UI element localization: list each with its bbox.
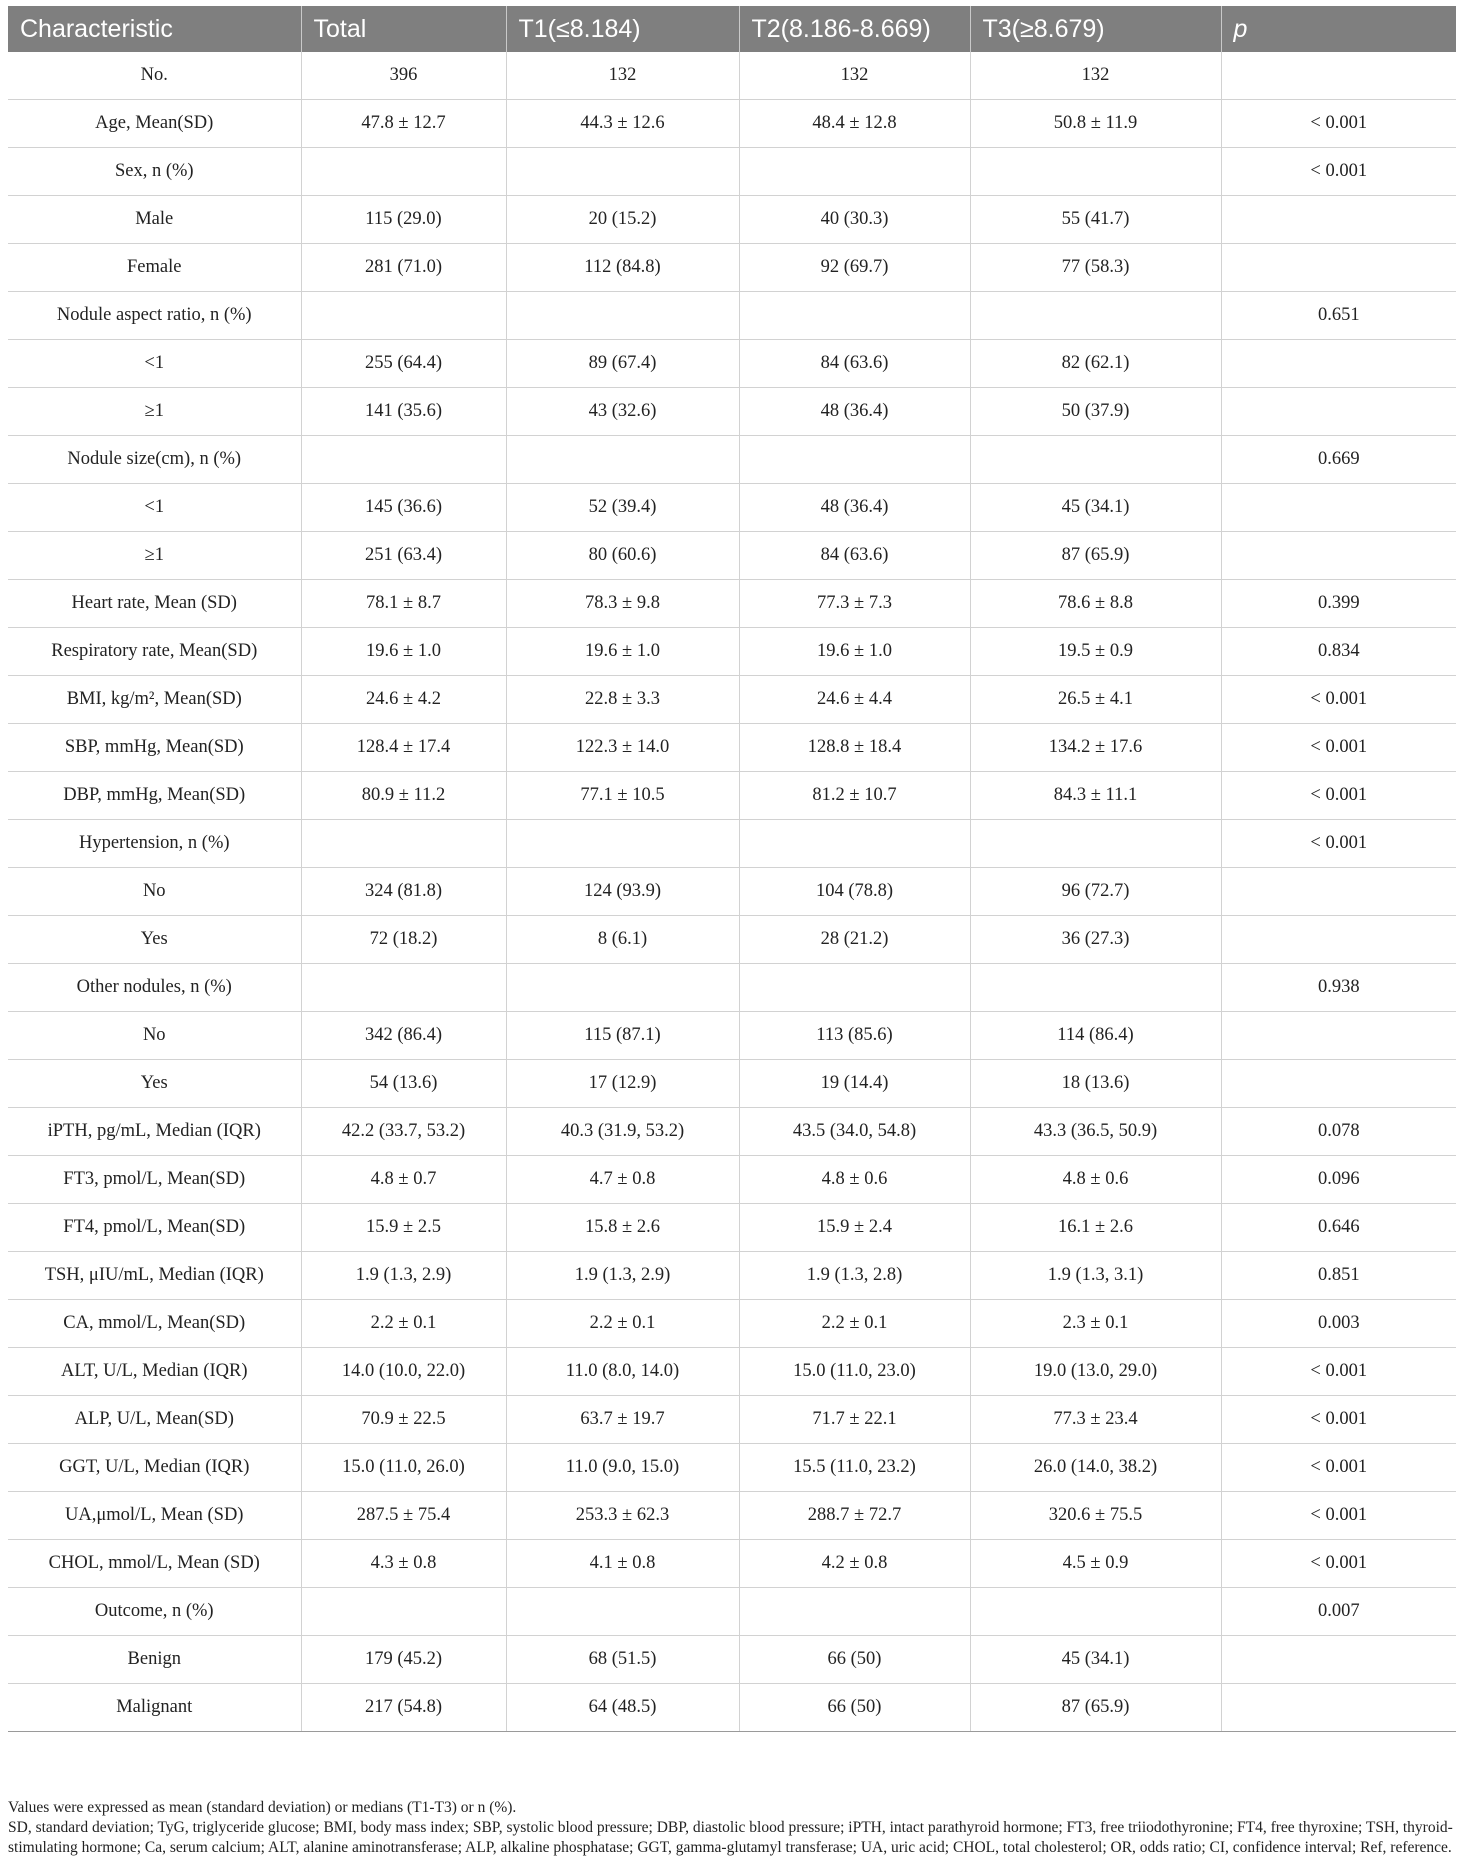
row-label: ≥1 <box>8 388 301 436</box>
table-cell: 19.6 ± 1.0 <box>506 628 739 676</box>
table-cell: 11.0 (8.0, 14.0) <box>506 1348 739 1396</box>
table-cell <box>506 436 739 484</box>
table-cell: 4.5 ± 0.9 <box>970 1540 1221 1588</box>
table-cell: 0.669 <box>1221 436 1456 484</box>
table-cell: 19.6 ± 1.0 <box>301 628 506 676</box>
table-cell: 42.2 (33.7, 53.2) <box>301 1108 506 1156</box>
table-row <box>8 580 1456 628</box>
table-cell: 43.3 (36.5, 50.9) <box>970 1108 1221 1156</box>
table-row <box>8 676 1456 724</box>
table-cell: 84 (63.6) <box>739 532 970 580</box>
table-cell: 22.8 ± 3.3 <box>506 676 739 724</box>
table-cell: < 0.001 <box>1221 820 1456 868</box>
table-row <box>8 820 1456 868</box>
table-row <box>8 724 1456 772</box>
table-cell: 66 (50) <box>739 1684 970 1732</box>
table-cell: 52 (39.4) <box>506 484 739 532</box>
table-row <box>8 1348 1456 1396</box>
table-cell: 77.3 ± 23.4 <box>970 1396 1221 1444</box>
row-label: FT3, pmol/L, Mean(SD) <box>8 1156 301 1204</box>
table-cell: 36 (27.3) <box>970 916 1221 964</box>
table-cell: 288.7 ± 72.7 <box>739 1492 970 1540</box>
table-row <box>8 340 1456 388</box>
table-cell: 19.6 ± 1.0 <box>739 628 970 676</box>
table-cell: 128.8 ± 18.4 <box>739 724 970 772</box>
table-cell: 141 (35.6) <box>301 388 506 436</box>
table-row <box>8 1012 1456 1060</box>
table-cell <box>970 964 1221 1012</box>
table-row <box>8 532 1456 580</box>
table-cell: 78.3 ± 9.8 <box>506 580 739 628</box>
table-cell <box>1221 244 1456 292</box>
table-cell <box>970 436 1221 484</box>
table-cell: 2.3 ± 0.1 <box>970 1300 1221 1348</box>
table-cell: 0.003 <box>1221 1300 1456 1348</box>
header-p: p <box>1221 6 1456 52</box>
table-cell: 115 (29.0) <box>301 196 506 244</box>
table-cell: 0.399 <box>1221 580 1456 628</box>
table-cell: 0.651 <box>1221 292 1456 340</box>
table-cell: 77 (58.3) <box>970 244 1221 292</box>
table-cell: 4.2 ± 0.8 <box>739 1540 970 1588</box>
table-cell: 342 (86.4) <box>301 1012 506 1060</box>
table-row <box>8 1444 1456 1492</box>
table-cell: 11.0 (9.0, 15.0) <box>506 1444 739 1492</box>
row-label: No <box>8 1012 301 1060</box>
table-cell: 15.0 (11.0, 26.0) <box>301 1444 506 1492</box>
row-label: iPTH, pg/mL, Median (IQR) <box>8 1108 301 1156</box>
table-cell <box>970 148 1221 196</box>
table-cell: 77.1 ± 10.5 <box>506 772 739 820</box>
table-cell: 92 (69.7) <box>739 244 970 292</box>
table-cell <box>1221 1060 1456 1108</box>
row-label: BMI, kg/m², Mean(SD) <box>8 676 301 724</box>
table-cell <box>1221 196 1456 244</box>
table-cell: 40 (30.3) <box>739 196 970 244</box>
row-label: No. <box>8 52 301 100</box>
table-cell: 43.5 (34.0, 54.8) <box>739 1108 970 1156</box>
table-cell <box>1221 532 1456 580</box>
table-cell: 2.2 ± 0.1 <box>506 1300 739 1348</box>
table-row <box>8 772 1456 820</box>
table-cell: 50.8 ± 11.9 <box>970 100 1221 148</box>
table-cell: 320.6 ± 75.5 <box>970 1492 1221 1540</box>
characteristics-table <box>8 6 1456 1732</box>
table-cell: 72 (18.2) <box>301 916 506 964</box>
row-label: Male <box>8 196 301 244</box>
table-cell: 84 (63.6) <box>739 340 970 388</box>
table-cell: < 0.001 <box>1221 1444 1456 1492</box>
table-cell: 122.3 ± 14.0 <box>506 724 739 772</box>
table-row <box>8 1156 1456 1204</box>
table-cell: 19.0 (13.0, 29.0) <box>970 1348 1221 1396</box>
table-cell: 0.007 <box>1221 1588 1456 1636</box>
table-cell <box>301 148 506 196</box>
table-cell: 81.2 ± 10.7 <box>739 772 970 820</box>
table-cell: 19.5 ± 0.9 <box>970 628 1221 676</box>
table-cell: 28 (21.2) <box>739 916 970 964</box>
table-footnotes <box>8 1798 1456 1858</box>
table-cell: 80.9 ± 11.2 <box>301 772 506 820</box>
table-cell: 145 (36.6) <box>301 484 506 532</box>
table-row <box>8 1060 1456 1108</box>
table-cell: 396 <box>301 52 506 100</box>
header-characteristic: Characteristic <box>8 6 301 52</box>
table-row <box>8 148 1456 196</box>
row-label: <1 <box>8 484 301 532</box>
table-header-row <box>8 6 1456 52</box>
table-cell: < 0.001 <box>1221 724 1456 772</box>
table-cell: < 0.001 <box>1221 1492 1456 1540</box>
table-cell: 24.6 ± 4.2 <box>301 676 506 724</box>
table-cell: 15.5 (11.0, 23.2) <box>739 1444 970 1492</box>
row-label: Benign <box>8 1636 301 1684</box>
table-cell <box>506 964 739 1012</box>
table-cell: 70.9 ± 22.5 <box>301 1396 506 1444</box>
row-label: Heart rate, Mean (SD) <box>8 580 301 628</box>
table-cell <box>301 1588 506 1636</box>
row-label: Nodule aspect ratio, n (%) <box>8 292 301 340</box>
table-row <box>8 52 1456 100</box>
table-cell: 48 (36.4) <box>739 388 970 436</box>
table-cell <box>1221 1684 1456 1732</box>
row-label: Malignant <box>8 1684 301 1732</box>
table-cell: 18 (13.6) <box>970 1060 1221 1108</box>
table-cell <box>970 292 1221 340</box>
table-cell: 4.8 ± 0.7 <box>301 1156 506 1204</box>
table-cell <box>739 436 970 484</box>
row-label: Yes <box>8 916 301 964</box>
table-cell: 17 (12.9) <box>506 1060 739 1108</box>
table-cell: 44.3 ± 12.6 <box>506 100 739 148</box>
table-row <box>8 1252 1456 1300</box>
table-cell: 4.3 ± 0.8 <box>301 1540 506 1588</box>
table-row <box>8 436 1456 484</box>
table-cell: 0.938 <box>1221 964 1456 1012</box>
table-cell: 287.5 ± 75.4 <box>301 1492 506 1540</box>
table-cell: 19 (14.4) <box>739 1060 970 1108</box>
table-cell: 132 <box>506 52 739 100</box>
table-cell: 4.1 ± 0.8 <box>506 1540 739 1588</box>
table-cell: 113 (85.6) <box>739 1012 970 1060</box>
row-label: UA,μmol/L, Mean (SD) <box>8 1492 301 1540</box>
table-cell <box>301 964 506 1012</box>
table-cell: 15.9 ± 2.5 <box>301 1204 506 1252</box>
table-row <box>8 628 1456 676</box>
table-row <box>8 1204 1456 1252</box>
table-cell: 1.9 (1.3, 3.1) <box>970 1252 1221 1300</box>
table-cell <box>739 964 970 1012</box>
table-cell <box>506 1588 739 1636</box>
table-row <box>8 388 1456 436</box>
table-cell: 124 (93.9) <box>506 868 739 916</box>
table-cell: 64 (48.5) <box>506 1684 739 1732</box>
row-label: TSH, μIU/mL, Median (IQR) <box>8 1252 301 1300</box>
table-cell: 63.7 ± 19.7 <box>506 1396 739 1444</box>
table-cell <box>1221 1012 1456 1060</box>
table-cell: 87 (65.9) <box>970 532 1221 580</box>
row-label: CA, mmol/L, Mean(SD) <box>8 1300 301 1348</box>
row-label: ALP, U/L, Mean(SD) <box>8 1396 301 1444</box>
table-cell <box>739 292 970 340</box>
table-cell: 132 <box>739 52 970 100</box>
table-cell: 50 (37.9) <box>970 388 1221 436</box>
row-label: Hypertension, n (%) <box>8 820 301 868</box>
table-cell: 82 (62.1) <box>970 340 1221 388</box>
table-cell <box>1221 868 1456 916</box>
table-cell: 77.3 ± 7.3 <box>739 580 970 628</box>
table-cell: 87 (65.9) <box>970 1684 1221 1732</box>
table-row <box>8 1396 1456 1444</box>
table-cell: 4.8 ± 0.6 <box>970 1156 1221 1204</box>
table-cell: 16.1 ± 2.6 <box>970 1204 1221 1252</box>
table-cell: 55 (41.7) <box>970 196 1221 244</box>
table-cell: 26.0 (14.0, 38.2) <box>970 1444 1221 1492</box>
table-row <box>8 1540 1456 1588</box>
table-cell: 1.9 (1.3, 2.9) <box>301 1252 506 1300</box>
table-cell: 251 (63.4) <box>301 532 506 580</box>
table-cell: 43 (32.6) <box>506 388 739 436</box>
table-row <box>8 1108 1456 1156</box>
table-cell <box>739 148 970 196</box>
table-cell: 78.6 ± 8.8 <box>970 580 1221 628</box>
table-cell <box>1221 1636 1456 1684</box>
table-cell: 179 (45.2) <box>301 1636 506 1684</box>
table-cell <box>301 292 506 340</box>
table-cell: < 0.001 <box>1221 100 1456 148</box>
table-cell: 26.5 ± 4.1 <box>970 676 1221 724</box>
header-t1: T1(≤8.184) <box>506 6 739 52</box>
table-cell: 15.9 ± 2.4 <box>739 1204 970 1252</box>
table-row <box>8 1300 1456 1348</box>
table-cell: 68 (51.5) <box>506 1636 739 1684</box>
table-cell <box>970 820 1221 868</box>
table-row <box>8 964 1456 1012</box>
table-cell: 14.0 (10.0, 22.0) <box>301 1348 506 1396</box>
table-cell <box>970 1588 1221 1636</box>
table-cell: 8 (6.1) <box>506 916 739 964</box>
table-cell: 0.851 <box>1221 1252 1456 1300</box>
table-cell <box>301 436 506 484</box>
row-label: GGT, U/L, Median (IQR) <box>8 1444 301 1492</box>
row-label: <1 <box>8 340 301 388</box>
table-cell: 89 (67.4) <box>506 340 739 388</box>
table-cell <box>506 292 739 340</box>
table-cell: 253.3 ± 62.3 <box>506 1492 739 1540</box>
table-cell <box>301 820 506 868</box>
table-row <box>8 244 1456 292</box>
row-label: Other nodules, n (%) <box>8 964 301 1012</box>
row-label: Nodule size(cm), n (%) <box>8 436 301 484</box>
table-cell <box>506 820 739 868</box>
table-cell: 1.9 (1.3, 2.8) <box>739 1252 970 1300</box>
row-label: FT4, pmol/L, Mean(SD) <box>8 1204 301 1252</box>
table-cell <box>1221 916 1456 964</box>
table-row <box>8 100 1456 148</box>
table-row <box>8 292 1456 340</box>
table-cell: 45 (34.1) <box>970 484 1221 532</box>
table-body <box>8 52 1456 1732</box>
table-cell: 132 <box>970 52 1221 100</box>
table-cell <box>1221 484 1456 532</box>
table-cell: 71.7 ± 22.1 <box>739 1396 970 1444</box>
table-row <box>8 1684 1456 1732</box>
table-cell: 24.6 ± 4.4 <box>739 676 970 724</box>
row-label: CHOL, mmol/L, Mean (SD) <box>8 1540 301 1588</box>
table-cell: 0.096 <box>1221 1156 1456 1204</box>
header-t3: T3(≥8.679) <box>970 6 1221 52</box>
table-cell: 2.2 ± 0.1 <box>739 1300 970 1348</box>
table-cell: 281 (71.0) <box>301 244 506 292</box>
table-cell: 112 (84.8) <box>506 244 739 292</box>
row-label: Outcome, n (%) <box>8 1588 301 1636</box>
table-row <box>8 1492 1456 1540</box>
table-cell: 96 (72.7) <box>970 868 1221 916</box>
table-cell: 255 (64.4) <box>301 340 506 388</box>
header-total: Total <box>301 6 506 52</box>
row-label: No <box>8 868 301 916</box>
table-cell: < 0.001 <box>1221 148 1456 196</box>
table-row <box>8 484 1456 532</box>
table-cell: 40.3 (31.9, 53.2) <box>506 1108 739 1156</box>
table-cell: 84.3 ± 11.1 <box>970 772 1221 820</box>
table-cell <box>739 820 970 868</box>
table-cell: 324 (81.8) <box>301 868 506 916</box>
table-cell: < 0.001 <box>1221 772 1456 820</box>
table-cell: 115 (87.1) <box>506 1012 739 1060</box>
table-cell <box>1221 340 1456 388</box>
table-cell: 15.8 ± 2.6 <box>506 1204 739 1252</box>
table-cell: 48.4 ± 12.8 <box>739 100 970 148</box>
table-cell: 0.834 <box>1221 628 1456 676</box>
table-row <box>8 868 1456 916</box>
table-cell: 48 (36.4) <box>739 484 970 532</box>
footnote-abbreviations: SD, standard deviation; TyG, triglyceride glucose; BMI, body mass index; SBP, systolic blood pressure; DBP, diastolic blood pressure; iPTH, intact parathyroid hormone; FT3, free triiodothyronine; FT4, free thyroxine; TSH, thyroid-stimulating hormone; Ca, serum calcium; ALT, alanine aminotransferase; ALP, alkaline phosphatase; GGT, gamma-glutamyl transferase; UA, uric acid; CHOL, total cholesterol; OR, odds ratio; CI, confidence interval; Ref, reference. <box>8 1819 1453 1856</box>
row-label: Female <box>8 244 301 292</box>
table-cell <box>739 1588 970 1636</box>
table-cell: 114 (86.4) <box>970 1012 1221 1060</box>
table-cell: 78.1 ± 8.7 <box>301 580 506 628</box>
table-cell: 217 (54.8) <box>301 1684 506 1732</box>
table-cell: 0.646 <box>1221 1204 1456 1252</box>
table-cell <box>1221 388 1456 436</box>
table-cell: 47.8 ± 12.7 <box>301 100 506 148</box>
table-row <box>8 1636 1456 1684</box>
table-cell: 2.2 ± 0.1 <box>301 1300 506 1348</box>
row-label: ALT, U/L, Median (IQR) <box>8 1348 301 1396</box>
row-label: DBP, mmHg, Mean(SD) <box>8 772 301 820</box>
table-cell: 134.2 ± 17.6 <box>970 724 1221 772</box>
table-cell: 54 (13.6) <box>301 1060 506 1108</box>
row-label: Respiratory rate, Mean(SD) <box>8 628 301 676</box>
table-cell: 80 (60.6) <box>506 532 739 580</box>
table-cell: 1.9 (1.3, 2.9) <box>506 1252 739 1300</box>
row-label: Yes <box>8 1060 301 1108</box>
table-cell: 104 (78.8) <box>739 868 970 916</box>
table-row <box>8 1588 1456 1636</box>
table-cell: 66 (50) <box>739 1636 970 1684</box>
table-cell: 20 (15.2) <box>506 196 739 244</box>
table-cell: 128.4 ± 17.4 <box>301 724 506 772</box>
footnote-values: Values were expressed as mean (standard deviation) or medians (T1-T3) or n (%). <box>8 1799 517 1816</box>
row-label: ≥1 <box>8 532 301 580</box>
table-cell: 15.0 (11.0, 23.0) <box>739 1348 970 1396</box>
row-label: Sex, n (%) <box>8 148 301 196</box>
table-cell: 4.8 ± 0.6 <box>739 1156 970 1204</box>
table-cell: < 0.001 <box>1221 1348 1456 1396</box>
table-cell: 4.7 ± 0.8 <box>506 1156 739 1204</box>
table-cell <box>1221 52 1456 100</box>
table-cell: < 0.001 <box>1221 676 1456 724</box>
header-t2: T2(8.186-8.669) <box>739 6 970 52</box>
table-cell: 0.078 <box>1221 1108 1456 1156</box>
table-cell <box>506 148 739 196</box>
table-row <box>8 196 1456 244</box>
table-row <box>8 916 1456 964</box>
row-label: SBP, mmHg, Mean(SD) <box>8 724 301 772</box>
table-cell: < 0.001 <box>1221 1396 1456 1444</box>
row-label: Age, Mean(SD) <box>8 100 301 148</box>
table-cell: 45 (34.1) <box>970 1636 1221 1684</box>
table-cell: < 0.001 <box>1221 1540 1456 1588</box>
